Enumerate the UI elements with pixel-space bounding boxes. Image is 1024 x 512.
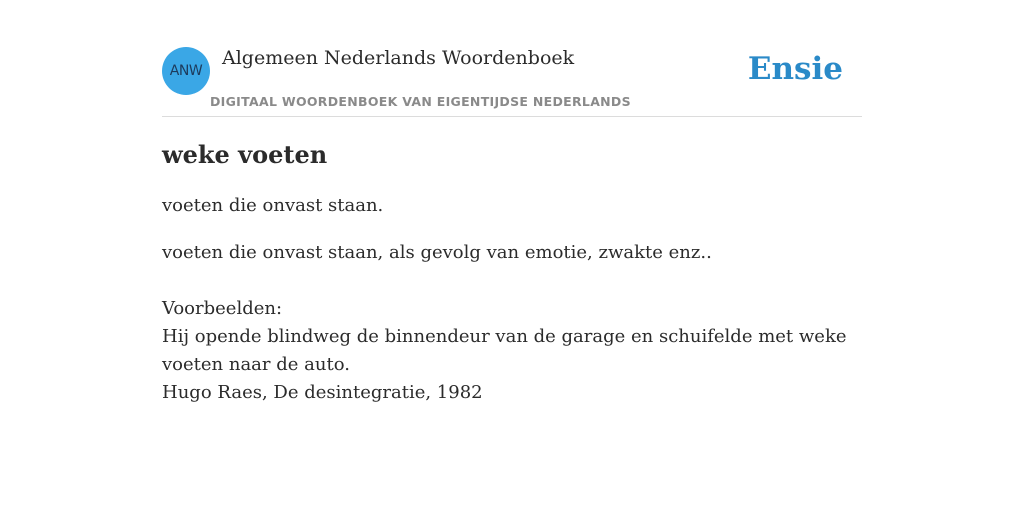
examples-label: Voorbeelden:	[162, 298, 283, 319]
examples-section	[162, 295, 862, 407]
anw-logo[interactable]	[162, 47, 210, 95]
example-sentence: Hij opende blindweg de binnendeur van de garage en schuifelde met weke voeten naar de auto.	[162, 326, 847, 375]
short-definition: voeten die onvast staan.	[162, 195, 384, 216]
headword: weke voeten	[162, 140, 328, 169]
example-source: Hugo Raes, De desintegratie, 1982	[162, 382, 483, 403]
site-subtitle: DIGITAAL WOORDENBOEK VAN EIGENTIJDSE NEDERLANDS	[210, 94, 631, 109]
entry-content	[162, 138, 862, 403]
long-definition: voeten die onvast staan, als gevolg van emotie, zwakte enz..	[162, 242, 712, 263]
ensie-brand-link[interactable]: Ensie	[747, 51, 843, 87]
site-title[interactable]: Algemeen Nederlands Woordenboek	[222, 47, 575, 69]
site-header	[162, 40, 862, 117]
logo-text: ANW	[169, 63, 203, 79]
